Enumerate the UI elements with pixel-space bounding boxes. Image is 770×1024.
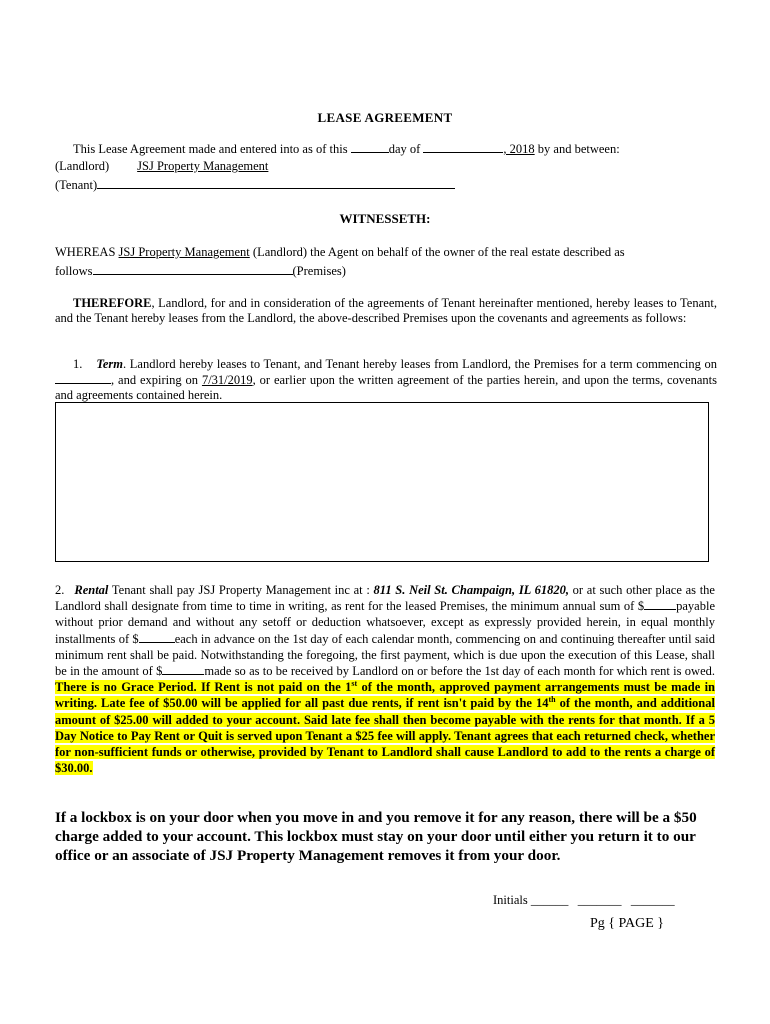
term-text-c: , or earlier upon the written agreement of the parties herein, and upon the terms, covenants and agreements contained herein. <box>55 373 717 402</box>
month-blank <box>423 141 503 153</box>
initials-blanks: ______ _______ _______ <box>530 893 675 907</box>
whereas-rest: (Landlord) the Agent on behalf of the owner of the real estate described as <box>249 245 625 259</box>
intro-line <box>55 141 715 157</box>
highlight-part-c: of the month, and additional amount of $25.00 will added to your account. Said late fee shall then become payable with the rents for that month. If a 5 Day Notice to Pay Rent or Quit is served upon Tenant a $25 fee will apply. Tenant agrees that each returned check, whether for non-sufficient funds or otherwise, provided by Tenant to Landlord shall cause Landlord to add to the rents a charge of $30.00. <box>55 696 715 776</box>
therefore-paragraph <box>55 296 717 326</box>
first-payment-blank <box>162 663 204 675</box>
rental-text-d: each in advance on the 1st day of each calendar month, commencing on and continuing thereafter until said minimum rent shall be paid. Notwithstanding the foregoing, the first payment, which is due upon the execution of this Lease, shall be in the amount of $ <box>55 631 715 679</box>
term-number: 1. <box>73 357 83 371</box>
intro-text: This Lease Agreement made and entered into as of this <box>73 142 351 156</box>
whereas-premises: (Premises) <box>292 264 346 278</box>
tenant-line <box>55 177 455 193</box>
premises-blank <box>93 263 293 275</box>
highlight-part-b: of the month, approved payment arrangements must be made in writing. Late fee of $50.00 will be applied for all past due rents, if rent isn't paid by the 14 <box>55 680 715 711</box>
highlight-part-a: There is no Grace Period. If Rent is not paid on the 1 <box>55 680 352 695</box>
installment-blank <box>139 631 175 643</box>
term-text-a: . Landlord hereby leases to Tenant, and Tenant hereby leases from Landlord, the Premises for a term commencing on <box>123 357 717 371</box>
landlord-line <box>55 159 549 174</box>
intro-day-of: day of <box>388 142 424 156</box>
term-text-b: , and expiring on <box>111 373 202 387</box>
blank-box <box>55 402 709 562</box>
rental-number: 2. <box>55 583 65 597</box>
initials-label: Initials <box>493 893 528 907</box>
whereas-name: JSJ Property Management <box>118 245 250 259</box>
landlord-label: (Landlord) <box>55 159 110 173</box>
whereas-lead: WHEREAS <box>55 245 119 259</box>
witnesseth-heading: WITNESSETH: <box>339 211 431 226</box>
whereas-follows: follows <box>55 264 93 278</box>
whereas-line-1 <box>55 245 625 260</box>
rental-text-e: made so as to be received by Landlord on or before the 1st day of each month for which rent is owed. <box>204 664 716 679</box>
tenant-blank <box>97 177 455 189</box>
highlight-sup-2: th <box>548 695 556 705</box>
rental-text-c: payable without prior demand and without any setoff or deduction whatsoever, except as expressly provided herein, in equal monthly installments of $ <box>55 599 715 646</box>
rental-text-b: or at such other place as the Landlord shall designate from time to time in writing, as rent for the leased Premises, the minimum annual sum of $ <box>55 583 715 614</box>
landlord-name: JSJ Property Management <box>137 159 269 173</box>
page-number: Pg { PAGE } <box>590 916 664 931</box>
term-heading: Term <box>96 357 123 371</box>
whereas-line-2 <box>55 263 346 279</box>
highlight-sup-1: st <box>351 679 358 689</box>
rental-heading: Rental <box>74 583 109 597</box>
tenant-label: (Tenant) <box>55 178 98 192</box>
day-blank <box>351 141 389 153</box>
intro-between: by and between: <box>534 142 620 156</box>
annual-sum-blank <box>644 598 676 610</box>
landlord-value <box>109 159 549 174</box>
therefore-text: , Landlord, for and in consideration of the agreements of Tenant hereinafter mentioned, hereby leases to Tenant, and the Tenant hereby leases from the Landlord, the above-described Premises upon the covenants and agreements as follows: <box>55 296 717 325</box>
document-title: LEASE AGREEMENT <box>317 110 453 125</box>
rental-address: 811 S. Neil St. Champaign, IL 61820, <box>373 583 569 597</box>
intro-year: , 2018 <box>503 142 535 156</box>
term-end-date: 7/31/2019 <box>201 373 253 387</box>
term-start-blank <box>55 372 111 384</box>
term-paragraph <box>55 357 717 403</box>
rental-paragraph <box>55 582 715 776</box>
initials-line <box>493 893 675 908</box>
late-fee-highlight <box>55 680 715 775</box>
therefore-bold: THEREFORE <box>73 296 152 310</box>
rental-text-a: Tenant shall pay JSJ Property Management inc at : <box>111 583 374 597</box>
lockbox-notice: If a lockbox is on your door when you move in and you remove it for any reason, there will be a $50 charge added to your account. This lockbox must stay on your door until either you return it to our office or an associate of JSJ Property Management removes it from your door. <box>55 809 697 864</box>
